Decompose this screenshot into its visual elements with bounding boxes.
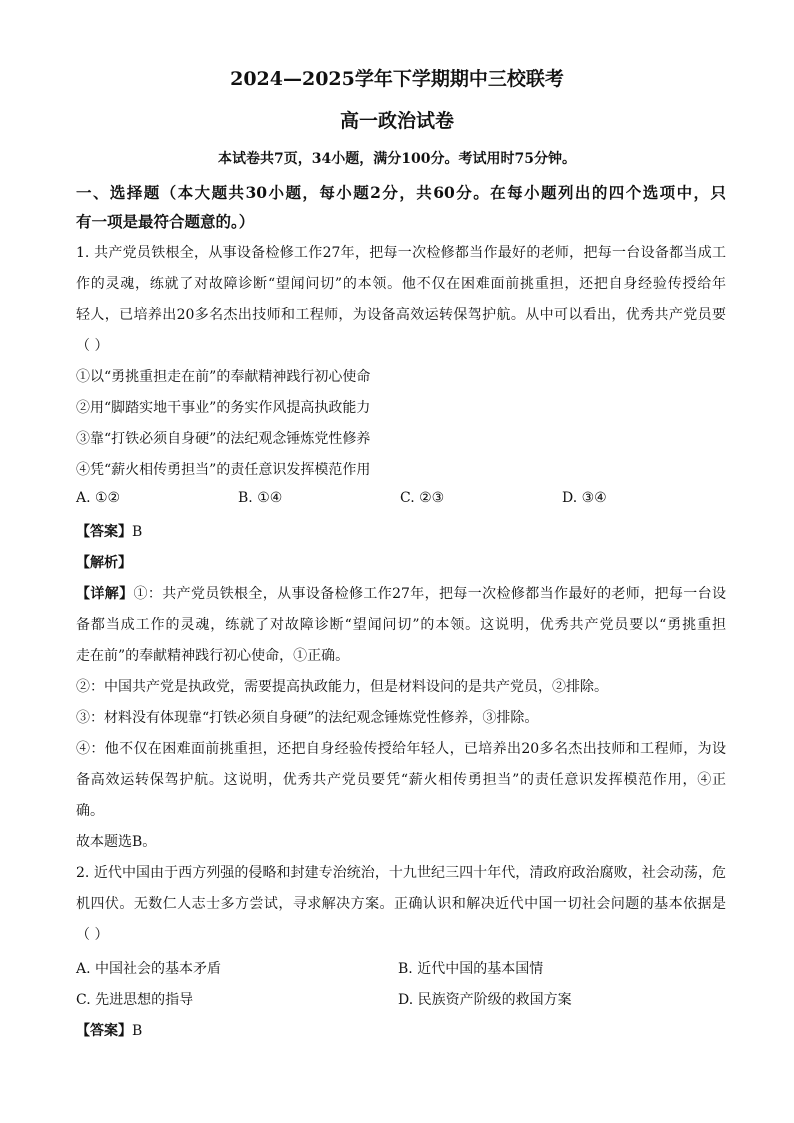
- q1-explain-line: ④：他不仅在困难面前挑重担，还把自身经验传授给年轻人，已培养出20多名杰出技师和工程师，为设: [76, 741, 726, 757]
- q2-stem-line: 机四伏。无数仁人志士多方尝试，寻求解决方案。正确认识和解决近代中国一切社会问题的基本依据是: [76, 896, 726, 912]
- q1-stem-line: 1. 共产党员铁根全，从事设备检修工作27年，把每一次检修都当作最好的老师，把每一台设备都当成工: [76, 245, 726, 261]
- q1-option-a: A. ①②: [76, 490, 121, 506]
- explain-text: ①：共产党员铁根全，从事设备检修工作27年，把每一次检修都当作最好的老师，把每一台设: [133, 586, 727, 602]
- q2-option-c: C. 先进思想的指导: [76, 992, 194, 1008]
- q1-explain-line: [76, 583, 726, 603]
- section-heading-line1: 一、选择题（本大题共30小题，每小题2分，共60分。在每小题列出的四个选项中，只: [76, 183, 726, 202]
- q1-explain-line: 确。: [76, 803, 104, 819]
- q1-option-d: D. ③④: [562, 490, 607, 506]
- q1-explain-line: ②：中国共产党是执政党，需要提高执政能力，但是材料设问的是共产党员，②排除。: [76, 679, 608, 695]
- q1-statement: ②用“脚踏实地干事业”的务实作风提高执政能力: [76, 400, 371, 416]
- q2-stem-bracket: （ ）: [76, 927, 109, 943]
- q2-option-d: D. 民族资产阶级的救国方案: [398, 992, 572, 1008]
- q1-stem-bracket: （ ）: [76, 338, 109, 354]
- q2-answer: [76, 1020, 726, 1040]
- q1-stem-line: 轻人，已培养出20多名杰出技师和工程师，为设备高效运转保驾护航。从中可以看出，优秀共产党员要: [76, 307, 726, 323]
- exam-info: 本试卷共7页，34小题，满分100分。考试用时75分钟。: [218, 151, 576, 167]
- paper-subject-title: 高一政治试卷: [339, 110, 454, 132]
- q1-statement: ④凭“薪火相传勇担当”的责任意识发挥模范作用: [76, 462, 371, 478]
- q2-option-b: B. 近代中国的基本国情: [398, 961, 544, 977]
- answer-value: B: [132, 524, 143, 540]
- q1-explain-line: ③：材料没有体现靠“打铁必须自身硬”的法纪观念锤炼党性修养，③排除。: [76, 710, 539, 726]
- answer-tag: 【答案】: [76, 1023, 132, 1039]
- q2-option-a: A. 中国社会的基本矛盾: [76, 961, 222, 977]
- q1-explain-line: 备都当成工作的灵魂，练就了对故障诊断“望闻问切”的本领。这说明，优秀共产党员要以“勇挑重担: [76, 617, 726, 633]
- section-heading-line2: 有一项是最符合题意的。）: [76, 212, 255, 231]
- q1-answer: [76, 521, 726, 541]
- q2-stem-line: 2. 近代中国由于西方列强的侵略和封建专治统治，十九世纪三四十年代，清政府政治腐败，社会动荡，危: [76, 865, 726, 881]
- q1-conclusion: 故本题选B。: [76, 834, 157, 850]
- q1-statement: ③靠“打铁必须自身硬”的法纪观念锤炼党性修养: [76, 431, 371, 447]
- page-title: 2024—2025学年下学期期中三校联考: [230, 68, 564, 90]
- q1-explain-line: 走在前”的奉献精神践行初心使命，①正确。: [76, 648, 350, 664]
- q1-explain-line: 备高效运转保驾护航。这说明，优秀共产党员要凭“薪火相传勇担当”的责任意识发挥模范作用，④正: [76, 772, 726, 788]
- answer-tag: 【答案】: [76, 524, 132, 540]
- q1-statement: ①以“勇挑重担走在前”的奉献精神践行初心使命: [76, 369, 371, 385]
- q1-option-b: B. ①④: [238, 490, 283, 506]
- detail-tag: 【详解】: [76, 586, 134, 602]
- q1-stem-line: 作的灵魂，练就了对故障诊断“望闻问切”的本领。他不仅在困难面前挑重担，还把自身经验传授给年: [76, 276, 726, 292]
- q1-option-c: C. ②③: [400, 490, 445, 506]
- q1-analysis-tag: 【解析】: [76, 555, 132, 571]
- answer-value: B: [132, 1023, 143, 1039]
